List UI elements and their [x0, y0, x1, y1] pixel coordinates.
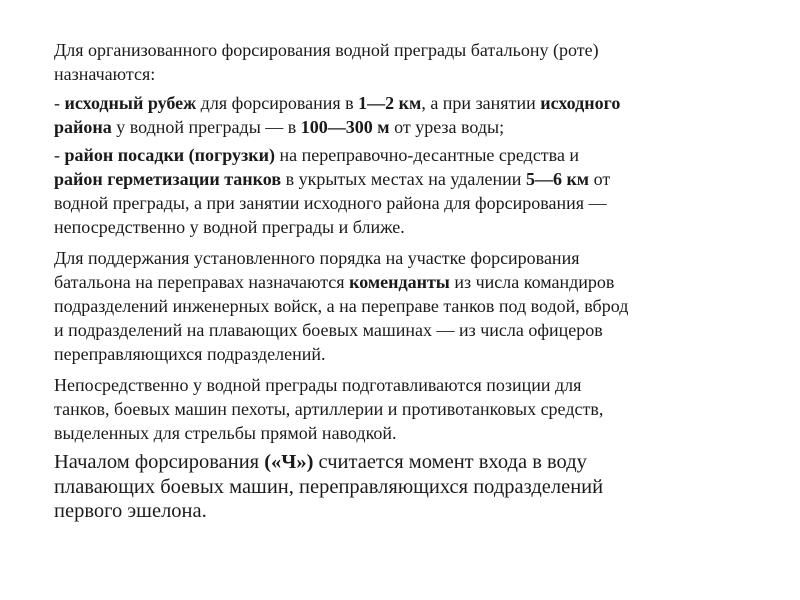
text-line [54, 191, 774, 215]
text-line [54, 294, 774, 318]
bold-term: район герметизации танков [54, 169, 282, 189]
text-run: первого эшелона. [54, 500, 207, 522]
text-run: от [589, 169, 611, 189]
text-line [54, 450, 774, 475]
paragraph-1 [54, 38, 774, 86]
text-run: от уреза воды; [389, 117, 505, 137]
text-run: батальона на переправах назначаются [54, 272, 350, 292]
paragraph-2 [54, 91, 774, 139]
text-run: - [54, 93, 65, 113]
paragraph-3 [54, 143, 774, 239]
text-run: из числа командиров [449, 272, 615, 292]
text-line [54, 270, 774, 294]
text-run: считается момент входа в воду [313, 451, 587, 473]
text-line [54, 167, 774, 191]
bold-term: коменданты [349, 272, 450, 292]
text-run: Началом форсирования [54, 451, 265, 473]
text-line [54, 246, 774, 270]
text-run: подразделений инженерных войск, а на переправе танков под водой, вброд [54, 296, 629, 316]
text-line [54, 499, 774, 524]
text-line [54, 421, 774, 445]
text-run: плавающих боевых машин, переправляющихся подразделений [54, 475, 604, 498]
text-line [54, 215, 774, 239]
text-run: - [54, 145, 65, 165]
text-run: выделенных для стрельбы прямой наводкой. [54, 423, 397, 443]
bold-term: район посадки (погрузки) [64, 145, 275, 165]
text-run: Для поддержания установленного порядка на участке форсирования [54, 248, 580, 268]
text-line [54, 38, 774, 62]
text-line [54, 397, 774, 421]
text-run: , а при занятии [421, 93, 541, 113]
text-run: водной преграды, а при занятии исходного района для форсирования — [54, 193, 607, 213]
text-run: и подразделений на плавающих боевых машинах — из числа офицеров [54, 320, 603, 340]
bold-term: исходный рубеж [64, 93, 197, 113]
text-run: для форсирования в [196, 93, 359, 113]
text-run: переправляющихся подразделений. [54, 344, 326, 364]
bold-term: 100—300 м [300, 117, 390, 137]
text-run: Непосредственно у водной преграды подготавливаются позиции для [54, 375, 582, 395]
bold-term: исходного [540, 93, 621, 113]
text-line [54, 475, 774, 500]
paragraph-4 [54, 246, 774, 366]
text-run: Для организованного форсирования водной преграды батальону (роте) [54, 40, 599, 60]
text-line [54, 373, 774, 397]
text-line [54, 318, 774, 342]
text-line [54, 342, 774, 366]
bold-term: 5—6 км [525, 169, 590, 189]
text-run: танков, боевых машин пехоты, артиллерии и противотанковых средств, [54, 399, 604, 419]
bold-term: («Ч») [264, 451, 314, 473]
bold-term: района [54, 117, 112, 137]
text-line [54, 143, 774, 167]
text-run: назначаются: [54, 64, 156, 84]
bold-term: 1—2 км [358, 93, 422, 113]
text-run: в укрытых местах на удалении [281, 169, 526, 189]
text-run: у водной преграды — в [111, 117, 301, 137]
text-line [54, 62, 774, 86]
text-line [54, 115, 774, 139]
text-run: непосредственно у водной преграды и ближе. [54, 217, 405, 237]
paragraph-6 [54, 450, 774, 524]
paragraph-5 [54, 373, 774, 445]
text-run: на переправочно-десантные средства и [274, 145, 580, 165]
text-line [54, 91, 774, 115]
